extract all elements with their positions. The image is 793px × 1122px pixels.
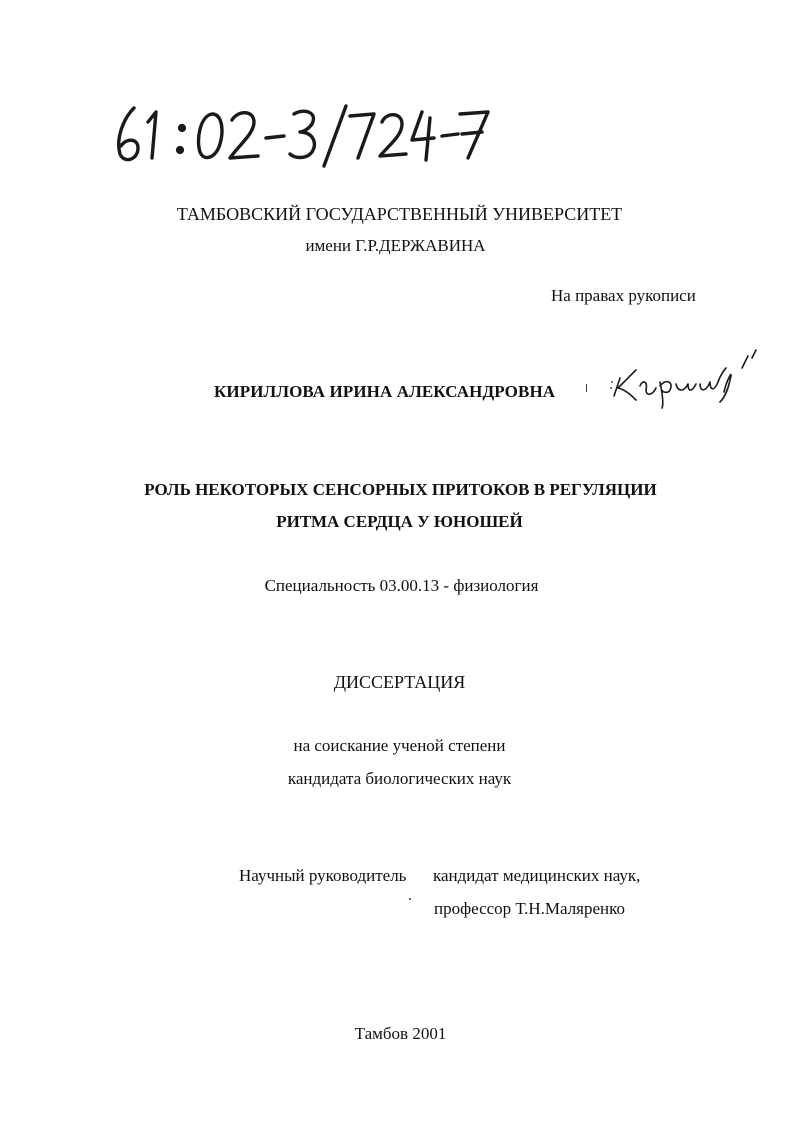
supervisor-name: профессор Т.Н.Маляренко [434, 899, 626, 918]
document-kind: ДИССЕРТАЦИЯ [333, 672, 466, 692]
university-name: ТАМБОВСКИЙ ГОСУДАРСТВЕННЫЙ УНИВЕРСИТЕТ [176, 204, 623, 224]
dissertation-title-line-2: РИТМА СЕРДЦА У ЮНОШЕЙ [276, 512, 523, 531]
city-year: Тамбов 2001 [354, 1024, 447, 1043]
scan-speck [586, 384, 587, 392]
specialty: Специальность 03.00.13 - физиология [264, 576, 539, 595]
scan-speck [409, 898, 411, 900]
author-name: КИРИЛЛОВА ИРИНА АЛЕКСАНДРОВНА [214, 382, 556, 401]
degree-line-2: кандидата биологических наук [287, 769, 512, 788]
handwritten-archive-code [112, 100, 492, 170]
dissertation-title-line-1: РОЛЬ НЕКОТОРЫХ СЕНСОРНЫХ ПРИТОКОВ В РЕГУЛЯЦИИ [144, 480, 657, 499]
supervisor-label: Научный руководитель [239, 866, 407, 885]
degree-line-1: на соискание ученой степени [293, 736, 506, 755]
university-named-after: имени Г.Р.ДЕРЖАВИНА [305, 236, 486, 255]
handwritten-signature [606, 342, 766, 412]
rights-note: На правах рукописи [551, 286, 696, 305]
handwritten-archive-code-drawing [112, 100, 492, 170]
supervisor-degree: кандидат медицинских наук, [433, 866, 641, 885]
handwritten-signature-drawing [606, 342, 766, 412]
